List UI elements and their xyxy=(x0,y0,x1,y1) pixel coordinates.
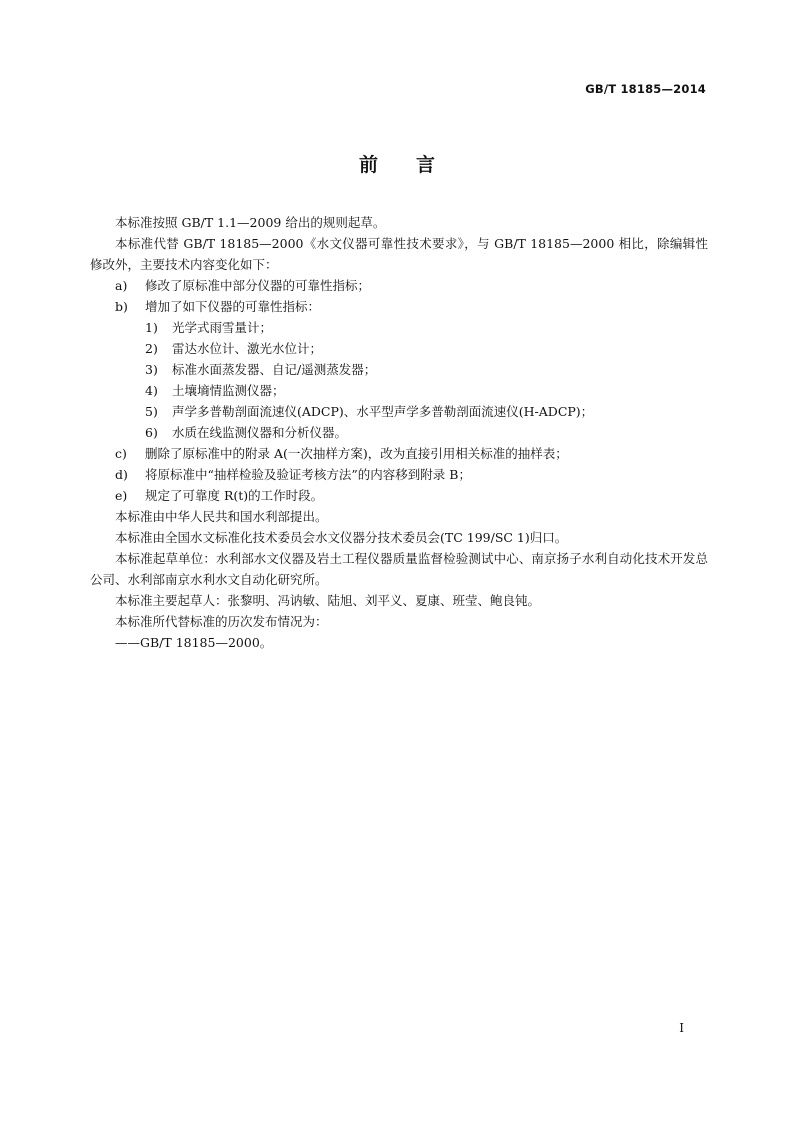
list-item xyxy=(90,443,708,464)
list-item-text: 修改了原标准中部分仪器的可靠性指标； xyxy=(145,278,371,293)
sub-list-item xyxy=(90,422,708,443)
sub-list-item xyxy=(90,338,708,359)
paragraph-committee: 本标准由全国水文标准化技术委员会水文仪器分技术委员会(TC 199/SC 1)归口。 xyxy=(115,530,568,545)
sub-list-item-text: 水质在线监测仪器和分析仪器。 xyxy=(172,425,348,440)
list-item xyxy=(90,485,708,506)
paragraph-replacement: 本标准代替 GB/T 18185—2000《水文仪器可靠性技术要求》，与 GB/T 18185—2000 相比，除编辑性修改外，主要技术内容变化如下： xyxy=(90,236,708,272)
paragraph-drafters: 本标准主要起草人：张黎明、冯讷敏、陆旭、刘平义、夏康、班莹、鲍良钝。 xyxy=(115,593,541,608)
list-item-label: a) xyxy=(115,278,128,293)
page-number: I xyxy=(679,1021,684,1035)
sub-list-item-text: 土壤墒情监测仪器； xyxy=(172,383,285,398)
paragraph-proposer: 本标准由中华人民共和国水利部提出。 xyxy=(115,509,328,524)
sub-list-item-text: 声学多普勒剖面流速仪(ADCP)、水平型声学多普勒剖面流速仪(H-ADCP)； xyxy=(172,404,594,419)
sub-list-item xyxy=(90,380,708,401)
paragraph-drafting-units: 本标准起草单位：水利部水文仪器及岩土工程仪器质量监督检验测试中心、南京扬子水利自动化技术开发总公司、水利部南京水利水文自动化研究所。 xyxy=(90,551,708,587)
list-item-text: 将原标准中“抽样检验及验证考核方法”的内容移到附录 B； xyxy=(145,467,471,482)
sub-list-item-text: 标准水面蒸发器、自记/遥测蒸发器； xyxy=(172,362,377,377)
list-item-label: c) xyxy=(115,446,127,461)
list-item xyxy=(90,296,708,317)
sub-list-item-label: 6) xyxy=(145,425,158,440)
standard-number: GB/T 18185—2014 xyxy=(585,82,706,96)
sub-list-item-label: 3) xyxy=(145,362,158,377)
paragraph-history-entry: ——GB/T 18185—2000。 xyxy=(115,635,273,650)
sub-list-item-text: 光学式雨雪量计； xyxy=(172,320,273,335)
list-item-label: e) xyxy=(115,488,128,503)
sub-list-item xyxy=(90,317,708,338)
sub-list-item-label: 2) xyxy=(145,341,158,356)
list-item-text: 增加了如下仪器的可靠性指标： xyxy=(145,299,321,314)
list-item-text: 规定了可靠度 R(t)的工作时段。 xyxy=(145,488,324,503)
sub-list-item xyxy=(90,401,708,422)
list-item-label: d) xyxy=(115,467,128,482)
list-item xyxy=(90,464,708,485)
paragraph-history-intro: 本标准所代替标准的历次发布情况为： xyxy=(115,614,328,629)
list-item-label: b) xyxy=(115,299,128,314)
sub-list-item-label: 4) xyxy=(145,383,158,398)
title-char-2: 言 xyxy=(416,154,436,176)
sub-list-item xyxy=(90,359,708,380)
sub-list-item-text: 雷达水位计、激光水位计； xyxy=(172,341,323,356)
title-char-1: 前 xyxy=(358,154,378,176)
foreword-body xyxy=(90,212,708,653)
list-item xyxy=(90,275,708,296)
sub-list-item-label: 1) xyxy=(145,320,158,335)
list-item-text: 删除了原标准中的附录 A(一次抽样方案)，改为直接引用相关标准的抽样表； xyxy=(145,446,568,461)
paragraph-drafting-rules: 本标准按照 GB/T 1.1—2009 给出的规则起草。 xyxy=(115,215,386,230)
sub-list-item-label: 5) xyxy=(145,404,158,419)
page-title xyxy=(0,150,794,177)
